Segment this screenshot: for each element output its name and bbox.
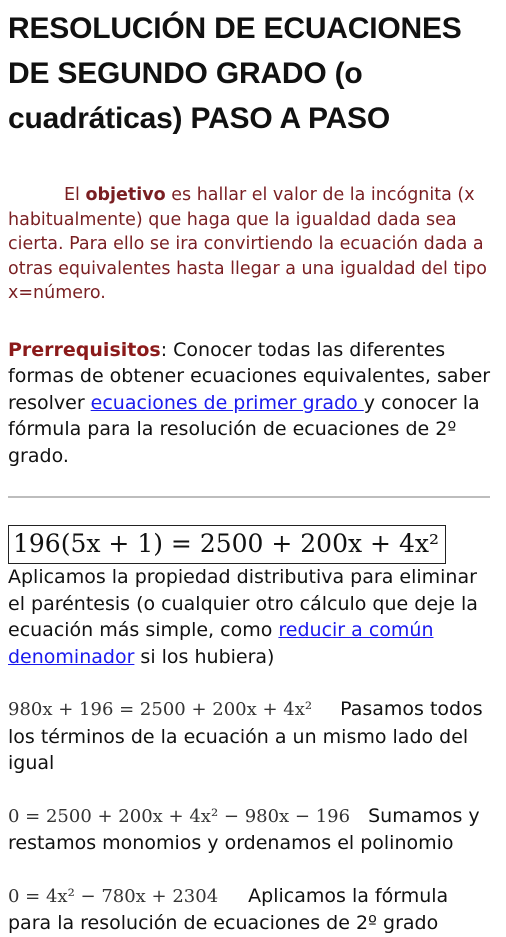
link-first-degree-equations[interactable]: ecuaciones de primer grado (90, 391, 364, 414)
step-apply-formula-text: Aplicamos la fórmula para la resolución de ecuaciones de 2º grado (8, 884, 449, 934)
divider (8, 496, 490, 498)
objective-keyword: objetivo (85, 185, 166, 205)
objective-text: es hallar el valor de la incógnita (x habitualmente) que haga que la igualdad dada sea cierta. Para ello se ira convirtiendo la ecuación dada a otras equivalentes hasta llegar a una igualdad del tipo x=número. (8, 185, 488, 303)
step-distributive-text-1: Aplicamos la propiedad distributiva para eliminar el paréntesis (o cualquier otro cálculo que deje la ecuación más simple, como (8, 566, 478, 641)
step-distributive-text-2: si los hubiera) (134, 645, 275, 668)
step-move-terms-equation: 980x + 196 = 2500 + 200x + 4x² (8, 699, 313, 720)
link-common-denominator[interactable]: reducir a común denominador (8, 619, 434, 668)
prerequisites-text-2: y conocer la fórmula para la resolución de ecuaciones de 2º grado. (8, 391, 480, 467)
step-combine-terms (8, 803, 496, 857)
step-apply-formula (8, 883, 496, 937)
objective-prefix: El (64, 185, 86, 205)
initial-equation: 196(5x + 1) = 2500 + 200x + 4x² (8, 525, 446, 564)
page-title: RESOLUCIÓN DE ECUACIONES DE SEGUNDO GRADO (o cuadráticas) PASO A PASO (8, 12, 462, 135)
prerequisites-paragraph (8, 337, 496, 470)
step-combine-terms-text: Sumamos y restamos monomios y ordenamos el polinomio (8, 804, 480, 854)
step-apply-formula-equation: 0 = 4x² − 780x + 2304 (8, 885, 219, 907)
prerequisites-text-1: : Conocer todas las diferentes formas de obtener ecuaciones equivalentes, saber resolver (8, 338, 491, 414)
prerequisites-label: Prerrequisitos (8, 338, 161, 361)
step-distributive (8, 564, 496, 670)
step-move-terms (8, 696, 496, 777)
step-combine-terms-equation: 0 = 2500 + 200x + 4x² − 980x − 196 (8, 805, 351, 827)
step-move-terms-text: Pasamos todos los términos de la ecuación a un mismo lado del igual (8, 698, 483, 774)
objective-paragraph (8, 183, 496, 306)
